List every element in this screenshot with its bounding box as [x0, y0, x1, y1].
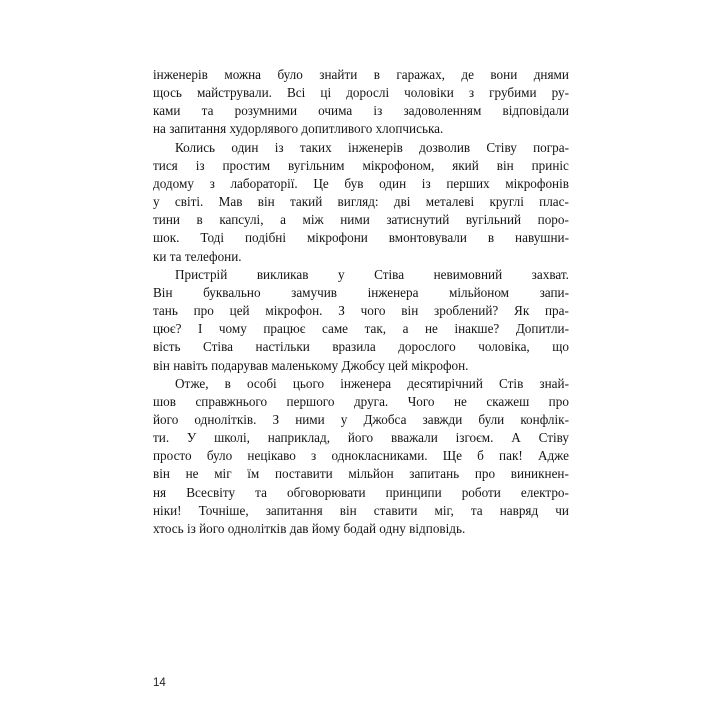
body-text-block	[153, 66, 569, 538]
text-word: цього	[292, 375, 325, 391]
text-word: інженера	[367, 284, 419, 300]
paragraph	[153, 139, 569, 266]
text-word: про	[193, 303, 214, 319]
text-word: Точніше,	[198, 502, 249, 518]
text-word: Стіву	[538, 430, 569, 446]
text-word: ру-	[551, 85, 569, 101]
text-word: лабораторії.	[230, 175, 298, 191]
text-word: Отже,	[175, 375, 209, 391]
text-word: запи-	[539, 284, 569, 300]
text-word: в	[487, 230, 495, 246]
text-word: інженерів	[153, 67, 208, 82]
text-word: у	[340, 411, 348, 427]
text-word: грубими	[489, 85, 537, 101]
text-word: були	[478, 411, 505, 427]
text-word: з	[468, 85, 475, 101]
paragraph	[153, 266, 569, 375]
text-word: ставити	[373, 502, 418, 518]
text-word: чи	[555, 502, 569, 518]
text-line	[153, 302, 569, 320]
text-word: міг	[214, 466, 232, 482]
text-word: однокласниками.	[331, 448, 428, 464]
text-word: З	[272, 411, 280, 427]
text-word: він	[339, 502, 357, 518]
text-word: захват.	[531, 266, 569, 282]
text-line	[153, 411, 569, 429]
text-line	[153, 193, 569, 211]
text-word: Всі	[287, 85, 306, 101]
text-word: Колись	[175, 139, 216, 155]
text-word: капсулі,	[219, 212, 264, 228]
text-word: саме	[321, 321, 349, 337]
text-word: Він	[153, 284, 173, 300]
text-word: а	[280, 212, 286, 228]
text-word: вість	[153, 339, 181, 355]
text-line	[153, 84, 569, 102]
text-line	[153, 229, 569, 247]
text-word: мікрофонів	[505, 175, 569, 191]
page-number: 14	[153, 677, 166, 689]
text-word: поро-	[537, 212, 569, 228]
text-word: вважали	[390, 430, 438, 446]
text-word: Пристрій	[175, 266, 228, 282]
text-word: конфлік-	[520, 411, 569, 427]
text-word: з	[209, 175, 215, 191]
text-word: простим	[222, 157, 271, 173]
text-line: на запитання худорлявого допитливого хлопчиська.	[153, 121, 444, 137]
text-line	[153, 447, 569, 465]
text-word: друга.	[353, 393, 389, 409]
text-line: ки та телефони.	[153, 248, 242, 264]
text-word: подібні	[244, 230, 287, 246]
text-word: завжди	[422, 411, 463, 427]
text-word: ними	[295, 411, 325, 427]
text-word: ними	[340, 212, 370, 228]
text-word: можна	[224, 67, 261, 82]
text-word: було	[206, 448, 233, 464]
text-line	[153, 102, 569, 120]
text-word: знай-	[539, 375, 569, 391]
text-word: гаражах,	[396, 67, 445, 82]
text-word: із	[274, 139, 284, 155]
text-word: що	[552, 339, 569, 355]
text-line	[153, 175, 569, 193]
text-word: дорослі	[346, 85, 390, 101]
text-word: затиснутий	[386, 212, 450, 228]
paragraph	[153, 375, 569, 538]
text-word: тини	[153, 212, 180, 228]
text-word: чоловіка,	[478, 339, 530, 355]
text-word: перших	[446, 175, 490, 191]
text-word: працює	[263, 321, 306, 337]
text-word: Тоді	[200, 230, 225, 246]
text-word: Стіва	[203, 339, 234, 355]
text-word: інженерів	[347, 139, 403, 155]
text-word: навушни-	[515, 230, 569, 246]
text-word: Допитли-	[515, 321, 569, 337]
text-word: ками	[153, 103, 181, 119]
text-word: він	[257, 194, 275, 210]
text-line	[153, 266, 569, 284]
text-line	[153, 139, 569, 157]
text-word: вразила	[332, 339, 376, 355]
text-word: його	[347, 430, 374, 446]
text-word: вони	[490, 67, 518, 82]
text-word: Стіва	[374, 266, 405, 282]
text-word: так,	[364, 321, 387, 337]
text-word: особі	[246, 375, 277, 391]
text-word: про	[548, 393, 569, 409]
text-word: він	[496, 157, 514, 173]
text-word: тань	[153, 303, 178, 319]
text-word: Адже	[537, 448, 569, 464]
text-word: наприклад,	[267, 430, 331, 446]
text-word: Чого	[407, 393, 435, 409]
text-word: нецікаво	[247, 448, 296, 464]
text-word: дві	[393, 194, 411, 210]
text-word: їм	[247, 466, 260, 482]
text-word: чоловіки	[404, 85, 454, 101]
text-word: невимовний	[433, 266, 503, 282]
text-word: У	[186, 430, 197, 446]
text-word: запитання	[265, 502, 323, 518]
text-word: ніки!	[153, 502, 182, 518]
text-line	[153, 484, 569, 502]
text-word: не	[424, 321, 438, 337]
text-line	[153, 338, 569, 356]
text-word: чого	[360, 303, 386, 319]
text-word: додому	[153, 175, 194, 191]
text-word: навряд	[499, 502, 539, 518]
paragraph	[153, 66, 569, 139]
text-word: Всесвіту	[186, 484, 236, 500]
text-word: першого	[286, 393, 335, 409]
text-word: замучив	[291, 284, 338, 300]
text-word: цей	[229, 303, 250, 319]
text-word: із	[373, 103, 383, 119]
text-word: десятирічний	[407, 375, 483, 391]
text-word: скажеш	[486, 393, 530, 409]
text-word: Ще	[442, 448, 462, 464]
text-word: поставити	[274, 466, 333, 482]
text-word: цює?	[153, 321, 182, 337]
text-word: тися	[153, 157, 178, 173]
text-word: дорослого	[398, 339, 456, 355]
text-word: інженера	[340, 375, 392, 391]
text-word: обговорювати	[287, 484, 366, 500]
text-line: хтось із його однолітків дав йому бодай одну відповідь.	[153, 520, 466, 536]
text-word: вугільний	[465, 212, 522, 228]
text-word: днями	[533, 67, 569, 82]
text-word: мікрофон.	[265, 303, 323, 319]
text-word: зроблений?	[434, 303, 499, 319]
text-word: з	[311, 448, 317, 464]
text-word: відповідали	[502, 103, 569, 119]
text-word: його	[153, 411, 179, 427]
text-word: із	[421, 175, 431, 191]
text-word: в	[224, 375, 231, 391]
text-word: викликав	[256, 266, 309, 282]
text-word: світі.	[174, 194, 204, 210]
text-word: Мав	[218, 194, 243, 210]
text-word: майстрували.	[197, 85, 272, 101]
text-word: між	[302, 212, 324, 228]
text-word: справжнього	[195, 393, 268, 409]
text-word: буквально	[203, 284, 261, 300]
text-word: який	[452, 157, 479, 173]
text-word: мікрофоном,	[362, 157, 435, 173]
text-line	[153, 320, 569, 338]
text-word: в	[373, 67, 380, 82]
text-word: із	[195, 157, 205, 173]
text-word: І	[197, 321, 203, 337]
text-word: школі,	[214, 430, 250, 446]
text-line	[153, 284, 569, 302]
text-word: та	[255, 484, 267, 500]
text-word: електро-	[520, 484, 569, 500]
text-word: б	[477, 448, 484, 464]
text-word: ці	[320, 85, 332, 101]
text-word: ня	[153, 484, 167, 500]
text-word: один	[231, 139, 259, 155]
text-word: мікрофони	[306, 230, 368, 246]
text-word: інакше?	[454, 321, 500, 337]
text-word: виникнен-	[510, 466, 569, 482]
text-word: Це	[313, 175, 329, 191]
text-word: він	[153, 466, 170, 482]
text-word: в	[196, 212, 203, 228]
text-word: плас-	[539, 194, 569, 210]
text-word: однолітків.	[194, 411, 257, 427]
text-word: принципи	[385, 484, 442, 500]
text-word: знайти	[319, 67, 358, 82]
text-word: розумними	[234, 103, 297, 119]
text-word: було	[277, 67, 303, 82]
text-word: запитань	[409, 466, 460, 482]
text-line	[153, 211, 569, 229]
text-line	[153, 393, 569, 411]
text-line	[153, 502, 569, 520]
text-word: вугільним	[288, 157, 345, 173]
text-word: він	[401, 303, 419, 319]
text-line	[153, 375, 569, 393]
text-word: круглі	[489, 194, 524, 210]
text-word: шок.	[153, 230, 180, 246]
text-word: роботи	[461, 484, 501, 500]
text-line	[153, 157, 569, 175]
text-word: А	[511, 430, 521, 446]
text-word: З	[338, 303, 345, 319]
text-line	[153, 465, 569, 483]
text-word: металеві	[425, 194, 475, 210]
text-line	[153, 66, 569, 84]
text-word: приніс	[531, 157, 569, 173]
text-word: Стів	[499, 375, 524, 391]
text-word: де	[461, 67, 474, 82]
text-word: погра-	[533, 139, 569, 155]
text-word: очима	[318, 103, 353, 119]
text-word: у	[153, 194, 160, 210]
text-word: а	[402, 321, 409, 337]
text-word: Джобса	[363, 411, 407, 427]
text-line: він навіть подарував маленькому Джобсу цей мікрофон.	[153, 357, 469, 373]
text-word: просто	[153, 448, 192, 464]
text-word: у	[337, 266, 345, 282]
text-word: один	[379, 175, 407, 191]
text-word: задоволенням	[403, 103, 482, 119]
text-word: ти.	[153, 430, 170, 446]
text-word: вмонтовували	[388, 230, 467, 246]
text-word: дозволив	[419, 139, 471, 155]
text-word: не	[453, 393, 467, 409]
text-word: пра-	[545, 303, 569, 319]
text-word: пак!	[499, 448, 523, 464]
text-word: шов	[153, 393, 176, 409]
text-word: мільйоном	[449, 284, 510, 300]
text-word: міг,	[434, 502, 454, 518]
text-word: таких	[299, 139, 332, 155]
text-word: про	[474, 466, 496, 482]
text-word: щось	[153, 85, 182, 101]
text-word: настільки	[255, 339, 310, 355]
text-word: не	[185, 466, 199, 482]
text-word: вигляд:	[337, 194, 379, 210]
text-word: Як	[514, 303, 530, 319]
text-word: був	[344, 175, 364, 191]
text-word: мільйон	[348, 466, 394, 482]
text-word: Стіву	[486, 139, 517, 155]
text-word: ізгоєм.	[455, 430, 494, 446]
text-word: та	[470, 502, 483, 518]
text-word: такий	[289, 194, 323, 210]
text-word: чому	[218, 321, 247, 337]
text-line	[153, 429, 569, 447]
text-word: та	[201, 103, 214, 119]
